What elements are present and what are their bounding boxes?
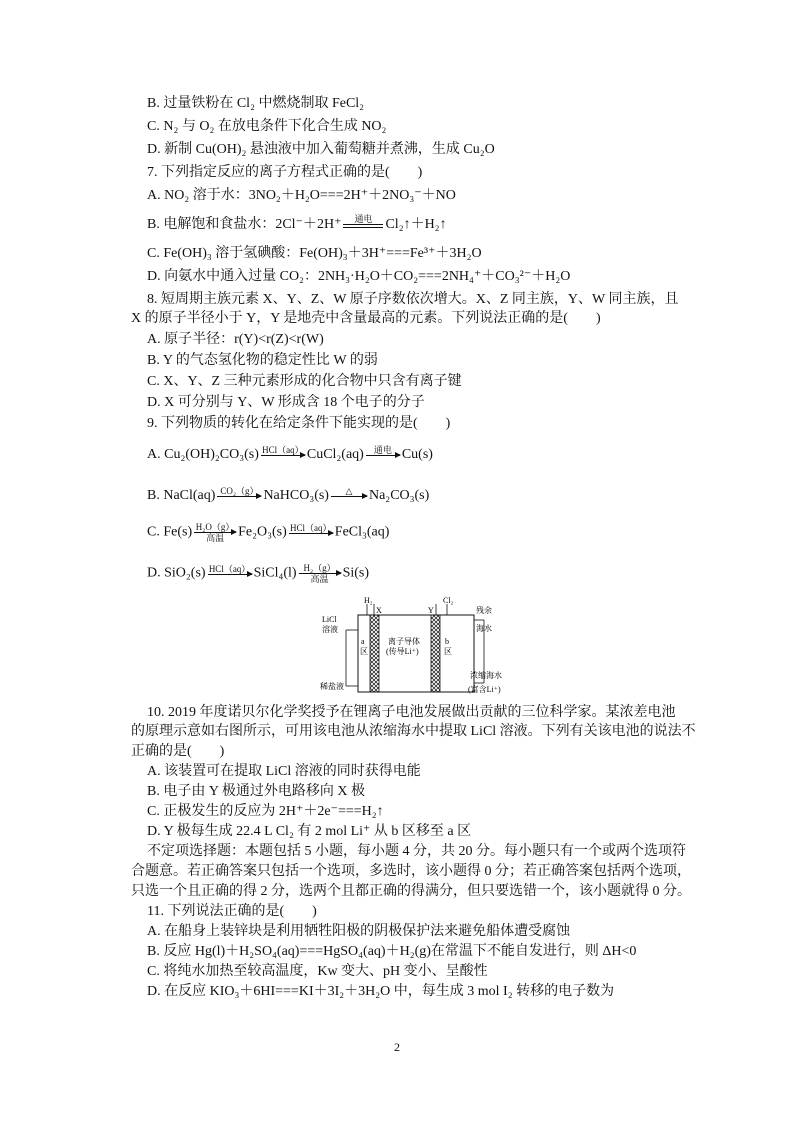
q9c-arrow2-line	[289, 533, 333, 534]
q6-option-b: B. 过量铁粉在 Cl₂ 中燃烧制取 FeCl₂	[147, 96, 365, 111]
q9a-p1: A. Cu₂(OH)₂CO₃(s)	[147, 447, 259, 462]
q9-option-a	[147, 446, 433, 464]
label-ion-1: 离子导体	[388, 637, 420, 646]
label-licl-2: 溶液	[322, 625, 338, 634]
label-conc-1: 浓缩海水	[470, 671, 502, 680]
q9d-cond2b: 高温	[310, 574, 329, 584]
q9c-cond2: HCl（aq）	[290, 523, 332, 533]
label-x: X	[376, 606, 382, 615]
label-a-1: a	[361, 637, 365, 646]
q10-stem-line1: 10. 2019 年度诺贝尔化学奖授予在锂离子电池发展做出贡献的三位科学家。某浓差电池	[147, 705, 676, 720]
q9b-cond2: △	[345, 486, 353, 497]
label-dilute: 稀盐液	[320, 682, 344, 691]
q9d-cond2: H₂（g）	[303, 563, 336, 573]
q11-option-c: C. 将纯水加热至较高温度，Kw 变大、pH 变小、呈酸性	[147, 964, 488, 979]
battery-diagram	[318, 596, 518, 696]
q9-option-d	[147, 563, 369, 584]
q8-option-a: A. 原子半径：r(Y)<r(Z)<r(W)	[147, 332, 324, 347]
q8-stem-line1: 8. 短周期主族元素 X、Y、Z、W 原子序数依次增大。X、Z 同主族，Y、W 同主族，且	[147, 292, 679, 307]
electrode-y	[431, 615, 440, 692]
q6-option-c: C. N₂ 与 O₂ 在放电条件下化合生成 NO₂	[147, 119, 387, 134]
instructions-line3: 只选一个且正确的得 2 分，选两个且都正确的得满分，但只要选错一个，该小题就得 0 分。	[131, 884, 691, 899]
q9a-arrow2-line	[366, 455, 400, 456]
q9a-arrow2	[366, 445, 400, 456]
q7b-equals	[343, 224, 383, 228]
q9d-arrow1-line	[208, 574, 252, 575]
q11-option-d: D. 在反应 KIO₃＋6HI===KI＋3I₂＋3H₂O 中，每生成 3 mol I₂ 转移的电子数为	[147, 984, 615, 999]
q10-option-a: A. 该装置可在提取 LiCl 溶液的同时获得电能	[147, 764, 421, 779]
q11-stem: 11. 下列说法正确的是( )	[147, 904, 317, 919]
label-sea-1: 残余	[476, 606, 492, 615]
label-h2: H₂	[364, 596, 373, 605]
q9a-p2: CuCl₂(aq)	[306, 447, 364, 462]
q9c-p3: FeCl₃(aq)	[334, 524, 390, 540]
q9a-cond1: HCl（aq）	[262, 445, 304, 456]
q7b-left: B. 电解饱和食盐水：2Cl⁻＋2H⁺	[147, 217, 342, 232]
q10-option-b: B. 电子由 Y 极通过外电路移向 X 极	[147, 784, 366, 799]
q7-stem: 7. 下列指定反应的离子方程式正确的是( )	[147, 165, 423, 180]
q9a-arrow1	[261, 445, 305, 456]
q9a-arrow1-line	[261, 455, 305, 456]
q9a-cond2: 通电	[373, 445, 392, 456]
q11-option-a: A. 在船身上装锌块是利用牺牲阳极的阴极保护法来避免船体遭受腐蚀	[147, 924, 571, 939]
q9d-cond1: HCl（aq）	[208, 564, 251, 574]
q10-stem-line3: 正确的是( )	[131, 744, 225, 759]
label-b-1: b	[445, 637, 449, 646]
q7-option-c: C. Fe(OH)₃ 溶于氢碘酸：Fe(OH)₃＋3H⁺===Fe³⁺＋3H₂O	[147, 246, 482, 261]
q9d-arrow2	[299, 563, 341, 584]
q7b-right: Cl₂↑＋H₂↑	[385, 217, 447, 232]
q11-option-b: B. 反应 Hg(l)＋H₂SO₄(aq)===HgSO₄(aq)＋H₂(g)在常温下不能自发进行，则 ΔH<0	[147, 944, 637, 959]
q9b-p1: B. NaCl(aq)	[147, 488, 216, 503]
q9-stem: 9. 下列物质的转化在给定条件下能实现的是( )	[147, 416, 451, 431]
label-conc-2: (富含Li⁺)	[468, 685, 501, 694]
q7-option-a: A. NO₂ 溶于水：3NO₂＋H₂O===2H⁺＋2NO₃⁻＋NO	[147, 188, 456, 203]
q9c-arrow1-line	[194, 532, 236, 533]
q8-stem-line2: X 的原子半径小于 Y，Y 是地壳中含量最高的元素。下列说法正确的是( )	[131, 311, 601, 326]
label-ion-2: (传导Li⁺)	[386, 647, 419, 656]
q9b-arrow2-line	[331, 496, 367, 497]
q9b-cond1: CO₂（g）	[220, 486, 259, 497]
q8-option-b: B. Y 的气态氢化物的稳定性比 W 的弱	[147, 353, 378, 368]
q9c-p2: Fe₂O₃(s)	[238, 524, 287, 540]
q9d-p1: D. SiO₂(s)	[147, 565, 206, 581]
label-licl-1: LiCl	[322, 615, 337, 624]
q10-option-c: C. 正极发生的反应为 2H⁺＋2e⁻===H₂↑	[147, 804, 384, 819]
q9b-p2: NaHCO₃(s)	[263, 488, 329, 503]
q9b-arrow1-line	[217, 496, 261, 497]
q9d-p2: SiCl₄(l)	[253, 565, 297, 581]
q9-option-b	[147, 487, 429, 505]
q7-option-b	[147, 213, 447, 234]
q7b-condition-text: 通电	[354, 213, 373, 224]
instructions-line2: 合题意。若正确答案只包括一个选项，多选时，该小题得 0 分；若正确答案包括两个选项，	[131, 864, 691, 879]
label-sea-2: 海水	[476, 624, 492, 633]
q8-option-c: C. X、Y、Z 三种元素形成的化合物中只含有离子键	[147, 374, 462, 389]
q10-stem-line2: 的原理示意如右图所示，可用该电池从浓缩海水中提取 LiCl 溶液。下列有关该电池的说法不	[131, 724, 696, 739]
q9d-arrow2-line	[299, 573, 341, 574]
q9a-p3: Cu(s)	[401, 447, 433, 462]
label-cl2: Cl₂	[443, 596, 454, 605]
label-y: Y	[428, 606, 434, 615]
q9c-arrow1	[194, 522, 236, 543]
label-b-2: 区	[444, 647, 452, 656]
q9c-p1: C. Fe(s)	[147, 524, 193, 540]
electrode-x	[370, 615, 379, 692]
q7-option-d: D. 向氨水中通入过量 CO₂：2NH₃·H₂O＋CO₂===2NH₄⁺＋CO₃²⁻＋H₂O	[147, 269, 571, 284]
q6-option-d: D. 新制 Cu(OH)₂ 悬浊液中加入葡萄糖并煮沸，生成 Cu₂O	[147, 142, 495, 157]
q9c-cond1b: 高温	[206, 533, 225, 543]
q9b-arrow1	[217, 486, 261, 497]
q7b-condition	[343, 214, 383, 228]
q9b-arrow2	[331, 486, 367, 497]
instructions-line1: 不定项选择题：本题包括 5 小题，每小题 4 分，共 20 分。每小题只有一个或两个选项符	[147, 844, 686, 859]
q8-option-d: D. X 可分别与 Y、W 形成含 18 个电子的分子	[147, 395, 425, 410]
q10-option-d: D. Y 极每生成 22.4 L Cl₂ 有 2 mol Li⁺ 从 b 区移至 a 区	[147, 824, 472, 839]
q9c-cond1: H₂O（g）	[195, 522, 235, 532]
page-number: 2	[394, 1040, 400, 1054]
label-a-2: 区	[360, 647, 368, 656]
q9-option-c	[147, 522, 389, 543]
q9d-arrow1	[208, 564, 252, 575]
q9d-p3: Si(s)	[342, 565, 370, 581]
q9c-arrow2	[289, 523, 333, 534]
q9b-p3: Na₂CO₃(s)	[368, 488, 430, 503]
